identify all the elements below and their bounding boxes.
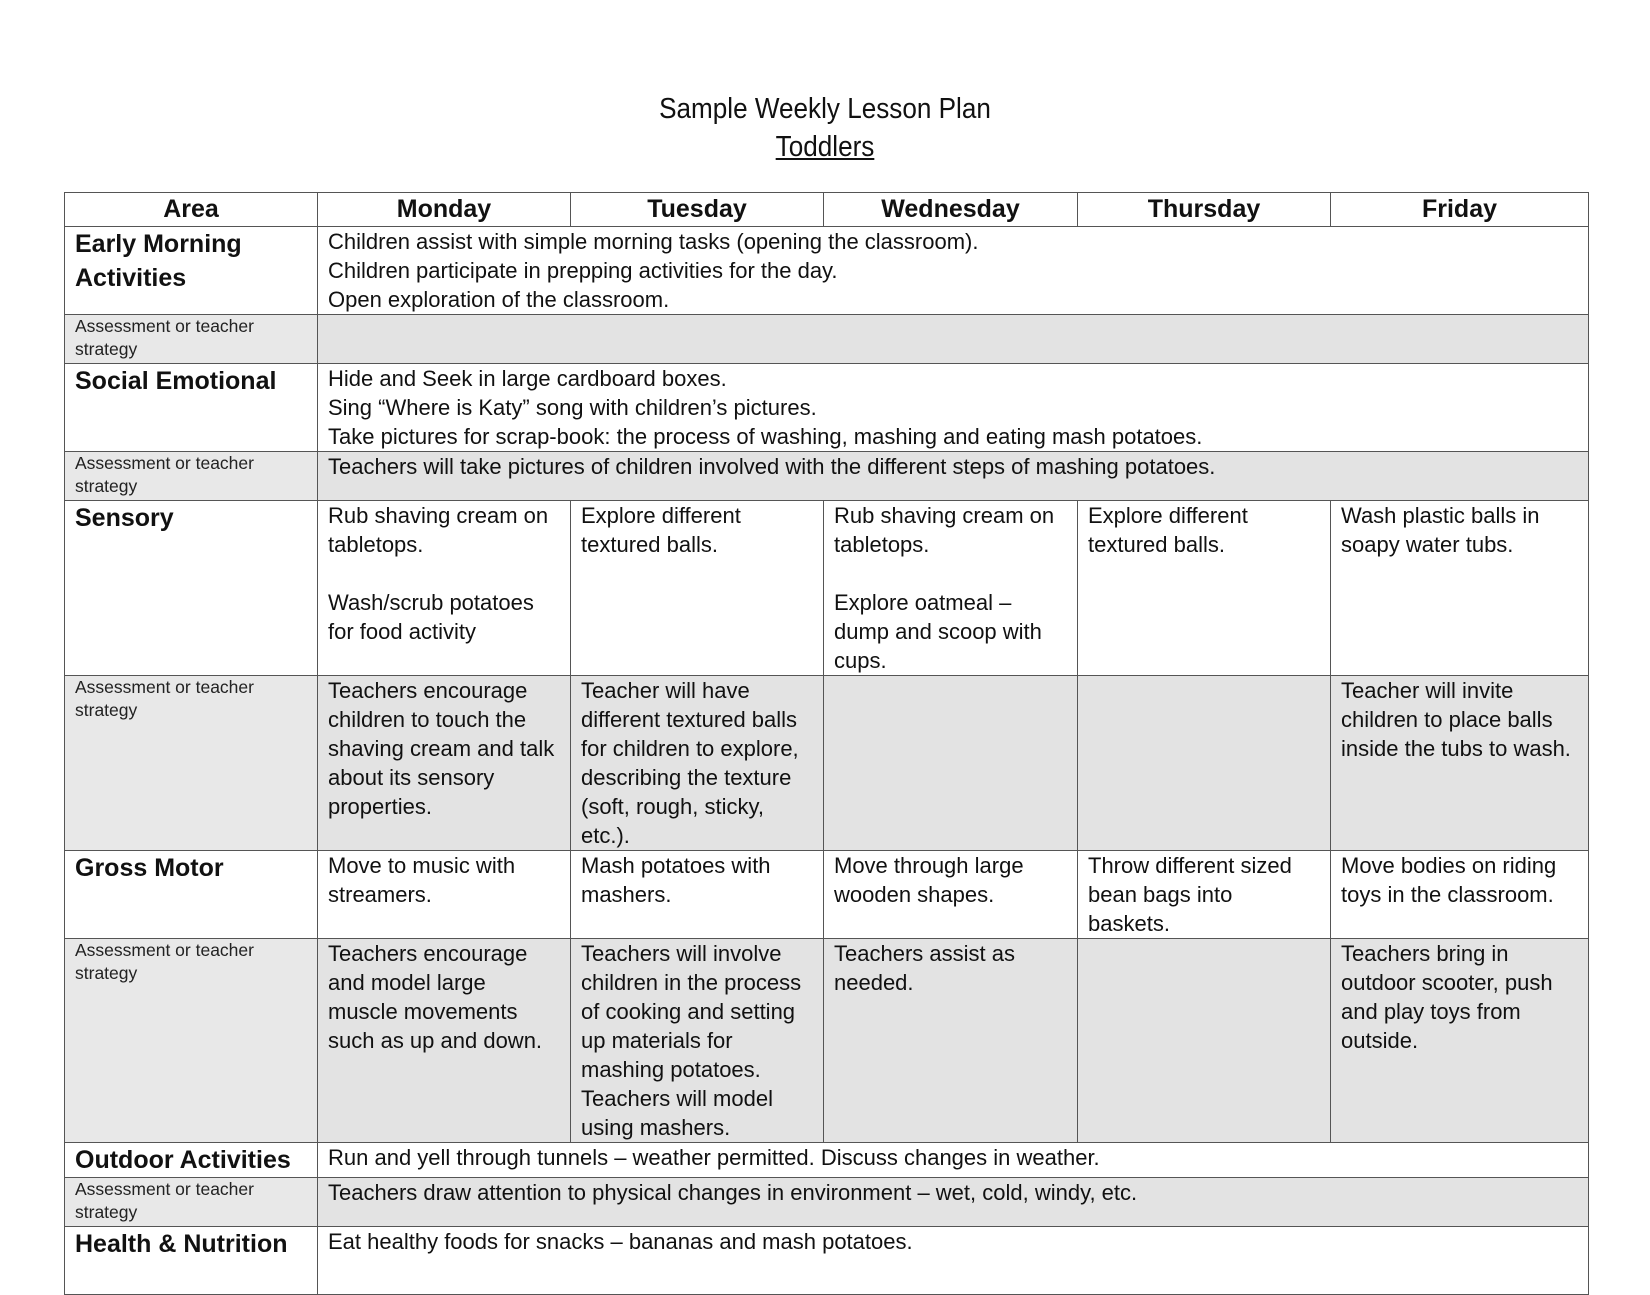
text-line: Rub shaving cream on tabletops. — [834, 503, 1055, 557]
row-social-emotional — [65, 364, 1589, 452]
assessment-label: Assessment or teacher strategy — [65, 939, 318, 1143]
social-emotional-assessment: Teachers will take pictures of children involved with the different steps of mashing potatoes. — [318, 452, 1589, 501]
column-header-friday: Friday — [1331, 193, 1589, 227]
text-line: Open exploration of the classroom. — [328, 287, 670, 312]
text-line: Hide and Seek in large cardboard boxes. — [328, 366, 727, 391]
lesson-plan-table — [64, 192, 1589, 1295]
row-sensory — [65, 501, 1589, 676]
gross-motor-assessment-thursday — [1078, 939, 1331, 1143]
sensory-assessment-tuesday: Teacher will have different textured balls for children to explore, describing the texture (soft, rough, sticky, etc.). — [571, 676, 824, 851]
gross-motor-assessment-tuesday: Teachers will involve children in the process of cooking and setting up materials for mashing potatoes. Teachers will model using mashers. — [571, 939, 824, 1143]
gross-motor-assessment-monday: Teachers encourage and model large muscle movements such as up and down. — [318, 939, 571, 1143]
social-emotional-activities — [318, 364, 1589, 452]
column-header-wednesday: Wednesday — [824, 193, 1078, 227]
sensory-thursday — [1078, 501, 1331, 676]
row-health-nutrition — [65, 1227, 1589, 1295]
text-line: Explore different textured balls. — [581, 503, 741, 557]
text-line: Wash plastic balls in soapy water tubs. — [1341, 503, 1540, 557]
row-early-morning — [65, 227, 1589, 315]
sensory-assessment-wednesday — [824, 676, 1078, 851]
row-social-emotional-assessment — [65, 452, 1589, 501]
text-line: Children assist with simple morning tasks (opening the classroom). — [328, 229, 979, 254]
page-title: Sample Weekly Lesson Plan — [659, 93, 991, 125]
gross-motor-tuesday: Mash potatoes with mashers. — [571, 851, 824, 939]
row-sensory-assessment — [65, 676, 1589, 851]
outdoor-activities: Run and yell through tunnels – weather permitted. Discuss changes in weather. — [318, 1143, 1589, 1178]
area-gross-motor: Gross Motor — [65, 851, 318, 939]
gross-motor-friday: Move bodies on riding toys in the classroom. — [1331, 851, 1589, 939]
gross-motor-assessment-wednesday: Teachers assist as needed. — [824, 939, 1078, 1143]
text-line: Sing “Where is Katy” song with children’s pictures. — [328, 395, 817, 420]
area-sensory: Sensory — [65, 501, 318, 676]
row-early-morning-assessment — [65, 315, 1589, 364]
row-gross-motor-assessment — [65, 939, 1589, 1143]
assessment-label: Assessment or teacher strategy — [65, 676, 318, 851]
column-header-monday: Monday — [318, 193, 571, 227]
header-row — [65, 193, 1589, 227]
text-line: Wash/scrub potatoes for food activity — [328, 590, 534, 644]
health-nutrition-activities: Eat healthy foods for snacks – bananas and mash potatoes. — [318, 1227, 1589, 1295]
sensory-wednesday — [824, 501, 1078, 676]
area-early-morning: Early Morning Activities — [65, 227, 318, 315]
early-morning-assessment — [318, 315, 1589, 364]
sensory-assessment-friday: Teacher will invite children to place balls inside the tubs to wash. — [1331, 676, 1589, 851]
sensory-assessment-monday: Teachers encourage children to touch the shaving cream and talk about its sensory properties. — [318, 676, 571, 851]
outdoor-assessment: Teachers draw attention to physical changes in environment – wet, cold, windy, etc. — [318, 1178, 1589, 1227]
text-line: Rub shaving cream on tabletops. — [328, 503, 549, 557]
text-line: Explore oatmeal – dump and scoop with cups. — [834, 590, 1042, 673]
row-gross-motor — [65, 851, 1589, 939]
text-line: Explore different textured balls. — [1088, 503, 1248, 557]
sensory-tuesday — [571, 501, 824, 676]
gross-motor-thursday: Throw different sized bean bags into baskets. — [1078, 851, 1331, 939]
sensory-monday — [318, 501, 571, 676]
sensory-friday — [1331, 501, 1589, 676]
column-header-tuesday: Tuesday — [571, 193, 824, 227]
gross-motor-monday: Move to music with streamers. — [318, 851, 571, 939]
column-header-area: Area — [65, 193, 318, 227]
text-line: Take pictures for scrap-book: the process of washing, mashing and eating mash potatoes. — [328, 424, 1203, 449]
text-line: Children participate in prepping activities for the day. — [328, 258, 838, 283]
sensory-assessment-thursday — [1078, 676, 1331, 851]
area-outdoor-activities: Outdoor Activities — [65, 1143, 318, 1178]
column-header-thursday: Thursday — [1078, 193, 1331, 227]
document-header — [83, 90, 1568, 166]
early-morning-activities — [318, 227, 1589, 315]
area-social-emotional: Social Emotional — [65, 364, 318, 452]
gross-motor-wednesday: Move through large wooden shapes. — [824, 851, 1078, 939]
row-outdoor-assessment — [65, 1178, 1589, 1227]
assessment-label: Assessment or teacher strategy — [65, 452, 318, 501]
assessment-label: Assessment or teacher strategy — [65, 315, 318, 364]
gross-motor-assessment-friday: Teachers bring in outdoor scooter, push and play toys from outside. — [1331, 939, 1589, 1143]
row-outdoor-activities — [65, 1143, 1589, 1178]
assessment-label: Assessment or teacher strategy — [65, 1178, 318, 1227]
area-health-nutrition: Health & Nutrition — [65, 1227, 318, 1295]
page-subtitle: Toddlers — [775, 131, 875, 163]
